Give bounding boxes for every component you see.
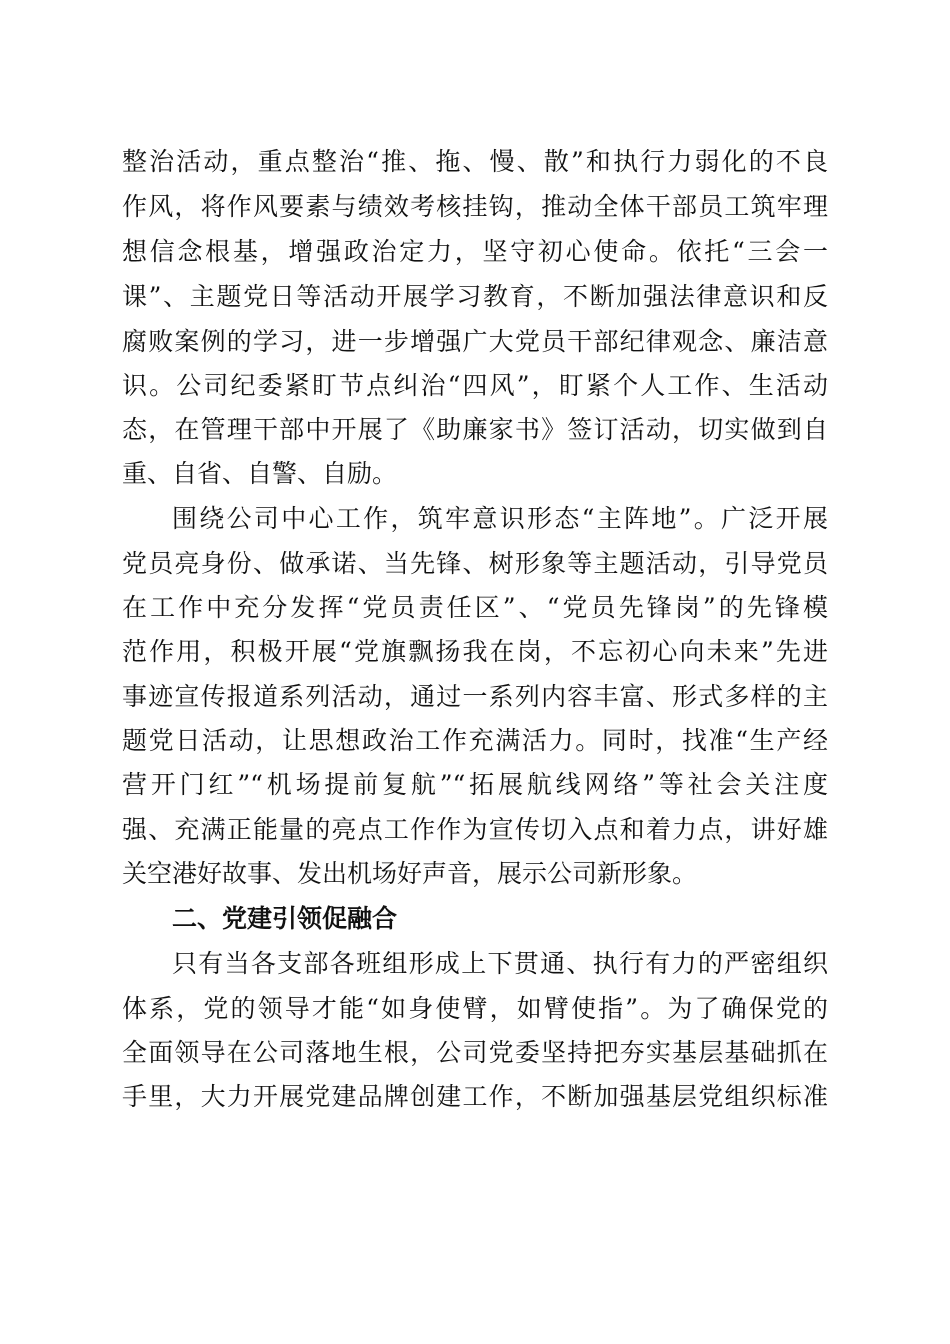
paragraph-2-line-5: 事迹宣传报道系列活动，通过一系列内容丰富、形式多样的主	[122, 682, 828, 711]
paragraph-1-line-1: 整治活动，重点整治“推、拖、慢、散”和执行力弱化的不良	[122, 147, 828, 176]
paragraph-2-line-3: 在工作中充分发挥“党员责任区”、“党员先锋岗”的先锋模	[122, 593, 828, 622]
paragraph-1-line-4: 课”、主题党日等活动开展学习教育，不断加强法律意识和反	[122, 282, 828, 311]
paragraph-2-line-2: 党员亮身份、做承诺、当先锋、树形象等主题活动，引导党员	[122, 549, 828, 578]
paragraph-2-line-7: 营开门红”“机场提前复航”“拓展航线网络”等社会关注度	[122, 770, 828, 799]
paragraph-1-line-7: 态，在管理干部中开展了《助廉家书》签订活动，切实做到自	[122, 415, 828, 444]
paragraph-3-line-2: 体系，党的领导才能“如身使臂，如臂使指”。为了确保党的	[122, 994, 828, 1023]
paragraph-3-line-1: 只有当各支部各班组形成上下贯通、执行有力的严密组织	[172, 949, 828, 978]
paragraph-3-line-4: 手里，大力开展党建品牌创建工作，不断加强基层党组织标准	[122, 1082, 828, 1111]
paragraph-1-line-3: 想信念根基，增强政治定力，坚守初心使命。依托“三会一	[122, 237, 828, 266]
paragraph-1-line-8: 重、自省、自警、自励。	[122, 459, 398, 488]
paragraph-1-line-2: 作风，将作风要素与绩效考核挂钩，推动全体干部员工筑牢理	[122, 192, 828, 221]
paragraph-2-line-9: 关空港好故事、发出机场好声音，展示公司新形象。	[122, 859, 698, 888]
paragraph-2-line-4: 范作用，积极开展“党旗飘扬我在岗，不忘初心向未来”先进	[122, 637, 828, 666]
paragraph-2-line-6: 题党日活动，让思想政治工作充满活力。同时，找准“生产经	[122, 726, 828, 755]
paragraph-3-line-3: 全面领导在公司落地生根，公司党委坚持把夯实基层基础抓在	[122, 1038, 828, 1067]
paragraph-2-line-8: 强、充满正能量的亮点工作作为宣传切入点和着力点，讲好雄	[122, 815, 828, 844]
section-heading: 二、党建引领促融合	[172, 904, 398, 933]
paragraph-1-line-6: 识。公司纪委紧盯节点纠治“四风”，盯紧个人工作、生活动	[122, 371, 828, 400]
paragraph-1-line-5: 腐败案例的学习，进一步增强广大党员干部纪律观念、廉洁意	[122, 327, 828, 356]
paragraph-2-line-1: 围绕公司中心工作，筑牢意识形态“主阵地”。广泛开展	[172, 504, 828, 533]
